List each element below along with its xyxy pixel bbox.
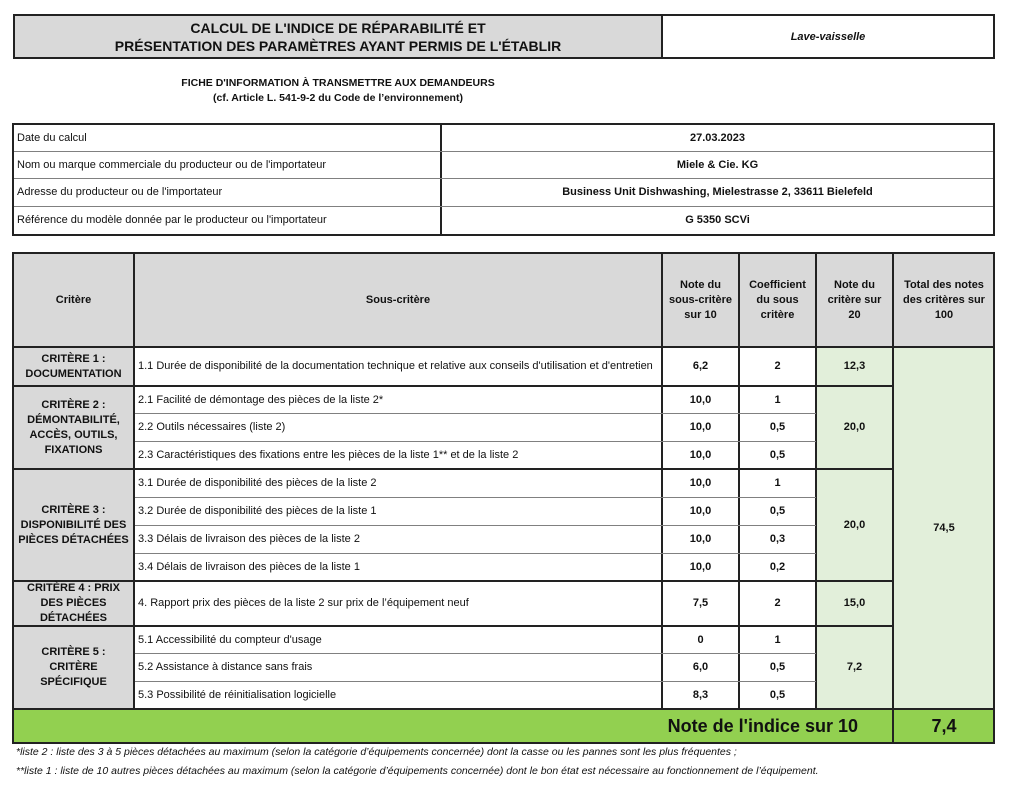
subcriterion-2-3-label: 2.3 Caractéristiques des fixations entre les pièces de la liste 1** et de la liste 2 <box>138 448 519 461</box>
subcriterion-5-1-note: 0 <box>697 633 704 646</box>
subcriterion-5-2-coef: 0,5 <box>769 661 786 673</box>
info-label-address: Adresse du producteur ou de l'importateur <box>17 186 223 198</box>
subcriterion-5-1-coef: 1 <box>774 633 781 646</box>
subcriterion-1-1-label: 1.1 Durée de disponibilité de la documentation technique et relative aux conseils d'utilisation et d'entretien <box>138 360 653 372</box>
header-critere: Critère <box>55 293 92 306</box>
subheader <box>13 76 663 106</box>
subcriterion-3-1-coef: 1 <box>774 477 781 489</box>
header-note-sous-critere: Note du sous-critère sur 10 <box>669 278 732 321</box>
subcriterion-2-2-label: 2.2 Outils nécessaires (liste 2) <box>138 421 286 433</box>
info-value-producer: Miele & Cie. KG <box>676 158 759 171</box>
subcriterion-3-4-note: 10,0 <box>689 560 712 573</box>
subcriterion-2-1-label: 2.1 Facilité de démontage des pièces de la liste 2* <box>138 393 384 406</box>
subcriterion-3-4-coef: 0,2 <box>769 560 786 573</box>
product-type: Lave-vaisselle <box>790 30 866 43</box>
total-score-100: 74,5 <box>933 521 955 534</box>
subcriterion-3-3-label: 3.3 Délais de livraison des pièces de la liste 2 <box>138 533 360 545</box>
info-label-reference: Référence du modèle donnée par le producteur ou l'importateur <box>17 214 327 226</box>
criterion-5-note20: 7,2 <box>846 661 863 673</box>
subcriterion-3-2-note: 10,0 <box>689 505 712 517</box>
info-value-date: 27.03.2023 <box>689 131 746 144</box>
subcriterion-5-2-note: 6,0 <box>692 661 709 673</box>
title-line-2: PRÉSENTATION DES PARAMÈTRES AYANT PERMIS DE L'ÉTABLIR <box>114 37 562 54</box>
subheader-line-2: (cf. Article L. 541-9-2 du Code de l’environnement) <box>213 92 463 104</box>
subcriterion-3-2-label: 3.2 Durée de disponibilité des pièces de la liste 1 <box>138 505 377 517</box>
criterion-3-note20: 20,0 <box>843 518 866 531</box>
header-note-critere: Note du critère sur 20 <box>827 278 882 321</box>
subcriterion-5-1-label: 5.1 Accessibilité du compteur d'usage <box>138 633 322 646</box>
criterion-4-name: CRITÈRE 4 : PRIX DES PIÈCES DÉTACHÉES <box>27 582 120 624</box>
subcriterion-3-2-coef: 0,5 <box>769 505 786 517</box>
criterion-3-name: CRITÈRE 3 : DISPONIBILITÉ DES PIÈCES DÉTACHÉES <box>18 503 129 546</box>
subcriterion-4-note: 7,5 <box>692 597 709 609</box>
subcriterion-4-coef: 2 <box>774 597 781 609</box>
criterion-5-name: CRITÈRE 5 : CRITÈRE SPÉCIFIQUE <box>40 646 107 688</box>
subheader-line-1: FICHE D'INFORMATION À TRANSMETTRE AUX DEMANDEURS <box>181 77 495 89</box>
subcriterion-3-4-label: 3.4 Délais de livraison des pièces de la liste 1 <box>138 560 360 573</box>
final-index-value: 7,4 <box>931 716 957 736</box>
info-value-address: Business Unit Dishwashing, Mielestrasse 2, 33611 Bielefeld <box>562 186 873 198</box>
subcriterion-3-3-coef: 0,3 <box>769 533 786 545</box>
header-total: Total des notes des critères sur 100 <box>903 278 985 321</box>
header-sous-critere: Sous-critère <box>365 293 431 306</box>
subcriterion-2-1-note: 10,0 <box>689 393 712 406</box>
info-label-producer: Nom ou marque commerciale du producteur ou de l'importateur <box>17 158 327 171</box>
header-coefficient: Coefficient du sous critère <box>749 278 806 321</box>
title-line-1: CALCUL DE L'INDICE DE RÉPARABILITÉ ET <box>190 19 486 36</box>
footnote-2: **liste 1 : liste de 10 autres pièces détachées au maximum (selon la catégorie d’équipements concernée) dont le bon état est nécessaire au fonctionnement de l’équipement. <box>16 765 819 777</box>
subcriterion-4-label: 4. Rapport prix des pièces de la liste 2 sur prix de l’équipement neuf <box>138 597 469 609</box>
subcriterion-2-2-note: 10,0 <box>689 421 712 433</box>
subcriterion-5-3-label: 5.3 Possibilité de réinitialisation logicielle <box>138 688 337 701</box>
subcriterion-3-1-label: 3.1 Durée de disponibilité des pièces de la liste 2 <box>138 477 377 489</box>
subcriterion-5-3-note: 8,3 <box>692 688 709 701</box>
info-value-reference: G 5350 SCVi <box>685 214 750 226</box>
final-index-label: Note de l'indice sur 10 <box>667 716 858 736</box>
criterion-2-note20: 20,0 <box>843 421 866 433</box>
criterion-4-note20: 15,0 <box>843 597 866 609</box>
subcriterion-1-1-coef: 2 <box>774 360 781 372</box>
subcriterion-3-1-note: 10,0 <box>689 477 712 489</box>
title-box <box>13 14 663 59</box>
subcriterion-2-3-coef: 0,5 <box>769 448 786 461</box>
subcriterion-2-1-coef: 1 <box>774 393 781 406</box>
subcriterion-1-1-note: 6,2 <box>692 360 709 372</box>
subcriterion-2-3-note: 10,0 <box>689 448 712 461</box>
criterion-1-name: CRITÈRE 1 : DOCUMENTATION <box>25 352 122 380</box>
product-type-box <box>661 14 995 59</box>
criterion-2-name: CRITÈRE 2 : DÉMONTABILITÉ, ACCÈS, OUTILS, FIXATIONS <box>27 398 120 456</box>
footnote-1: *liste 2 : liste des 3 à 5 pièces détachées au maximum (selon la catégorie d’équipements concernée) dont la casse ou les pannes sont les plus fréquentes ; <box>16 746 737 758</box>
subcriterion-5-2-label: 5.2 Assistance à distance sans frais <box>138 661 313 673</box>
criterion-1-note20: 12,3 <box>843 360 866 372</box>
subcriterion-5-3-coef: 0,5 <box>769 688 786 701</box>
subcriterion-2-2-coef: 0,5 <box>769 421 786 433</box>
info-label-date: Date du calcul <box>17 131 87 144</box>
subcriterion-3-3-note: 10,0 <box>689 533 712 545</box>
